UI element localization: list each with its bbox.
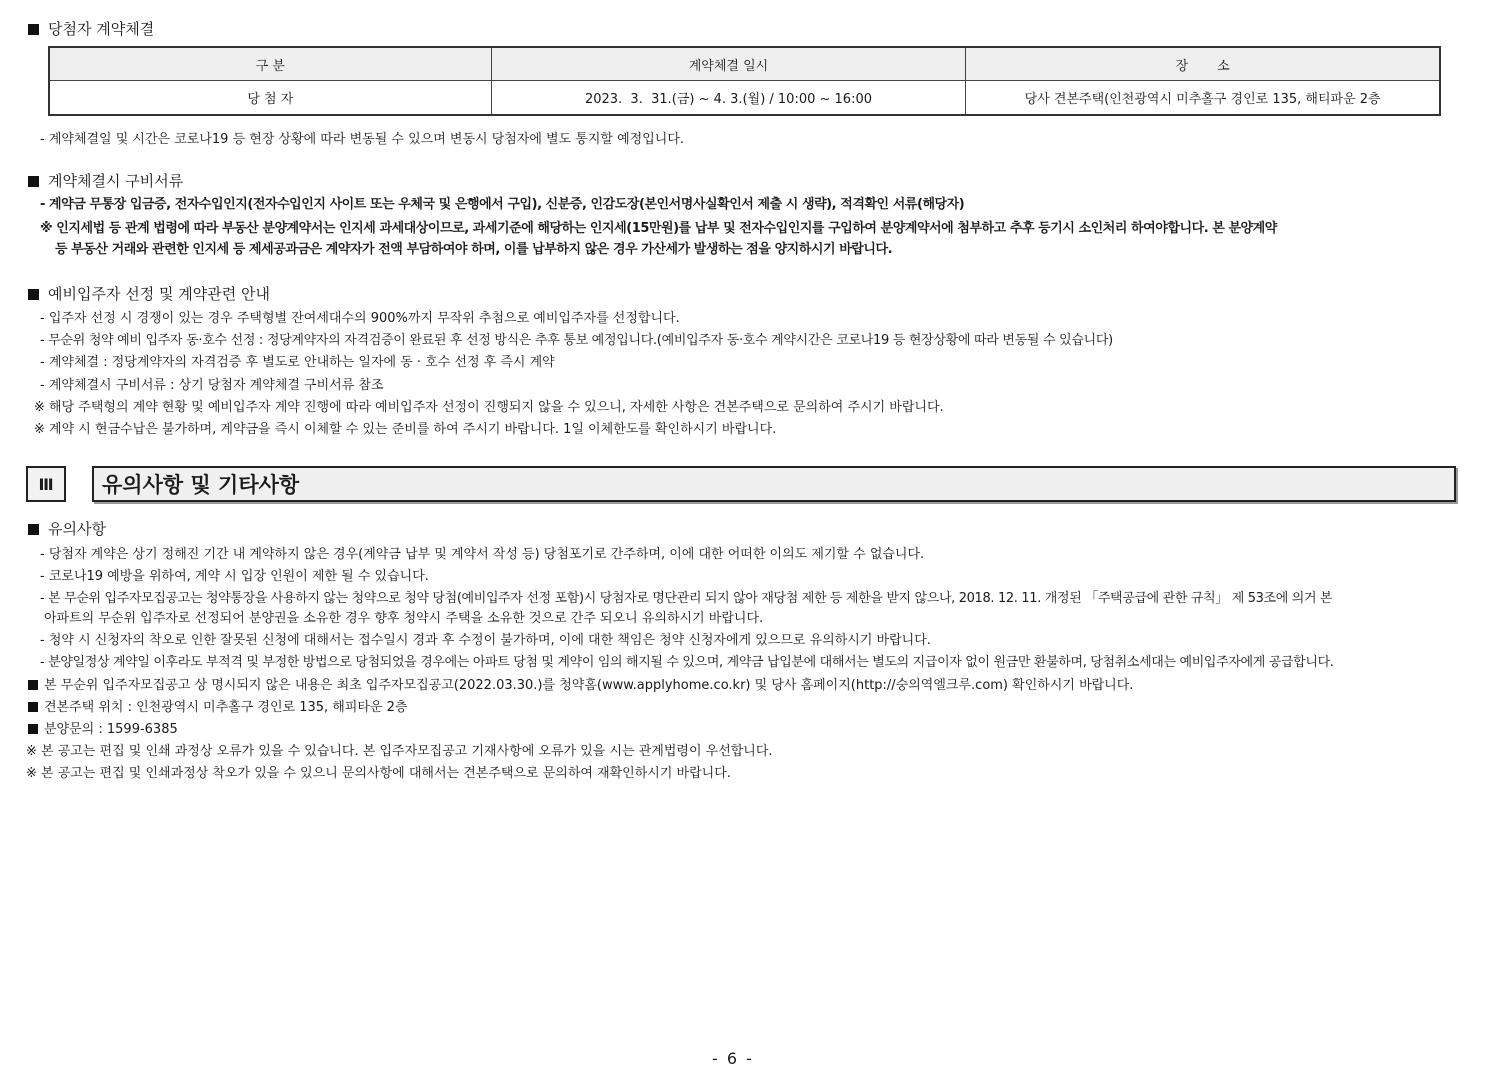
heading-text: 예비입주자 선정 및 계약관련 안내 bbox=[48, 285, 270, 303]
cell-place: 당사 견본주택(인천광역시 미추홀구 경인로 135, 해티파운 2층 bbox=[966, 81, 1440, 116]
section-heading-notice bbox=[28, 518, 106, 539]
section-title: 유의사항 및 기타사항 bbox=[102, 473, 300, 497]
sales-inquiry: 분양문의 : 1599-6385 bbox=[44, 722, 178, 737]
header-category: 구 분 bbox=[49, 47, 491, 81]
list-item: - 계약체결 : 정당계약자의 자격검증 후 별도로 안내하는 일자에 동 · 호수 선정 후 즉시 계약 bbox=[40, 355, 555, 370]
heading-text: 계약체결시 구비서류 bbox=[48, 172, 184, 190]
square-bullet-icon bbox=[28, 724, 38, 734]
list-item bbox=[28, 718, 178, 737]
cell-datetime: 2023. 3. 31.(금) ~ 4. 3.(월) / 10:00 ~ 16:00 bbox=[491, 81, 966, 116]
square-bullet-icon bbox=[28, 289, 39, 300]
list-item: - 분양일정상 계약일 이후라도 부적격 및 부정한 방법으로 당첨되었을 경우에는 아파트 당첨 및 계약이 임의 해지될 수 있으며, 계약금 납입분에 대해서는 별도의 지급이자 없이 원금만 환불하며, 당첨취소세대는 예비입주자에게 공급합니다. bbox=[40, 655, 1334, 670]
square-bullet-icon bbox=[28, 702, 38, 712]
list-item: ※ 본 공고는 편집 및 인쇄과정상 착오가 있을 수 있으니 문의사항에 대해서는 견본주택으로 문의하여 재확인하시기 바랍니다. bbox=[26, 766, 731, 781]
header-datetime: 계약체결 일시 bbox=[491, 47, 966, 81]
list-item: ※ 본 공고는 편집 및 인쇄 과정상 오류가 있을 수 있습니다. 본 입주자모집공고 기재사항에 오류가 있을 시는 관계법령이 우선합니다. bbox=[26, 744, 773, 759]
list-item: ※ 계약 시 현금수납은 불가하며, 계약금을 즉시 이체할 수 있는 준비를 하여 주시기 바랍니다. 1일 이체한도를 확인하시기 바랍니다. bbox=[34, 422, 777, 437]
section-heading-reserve bbox=[28, 283, 270, 304]
square-bullet-icon bbox=[28, 24, 39, 35]
model-house-location: 견본주택 위치 : 인천광역시 미추홀구 경인로 135, 해피타운 2층 bbox=[44, 700, 408, 715]
list-item: 아파트의 무순위 입주자로 선정되어 분양권을 소유한 경우 향후 청약시 주택을 소유한 것으로 간주 되오니 유의하시기 바랍니다. bbox=[44, 611, 764, 626]
list-item: - 코로나19 예방을 위하여, 계약 시 입장 인원이 제한 될 수 있습니다. bbox=[40, 569, 429, 584]
cell-category: 당 첨 자 bbox=[49, 81, 491, 116]
heading-text: 유의사항 bbox=[48, 520, 106, 538]
page-number: - 6 - bbox=[712, 1049, 754, 1068]
section-heading-contract bbox=[28, 18, 154, 39]
list-item: - 입주자 선정 시 경쟁이 있는 경우 주택형별 잔여세대수의 900%까지 무작위 추첨으로 예비입주자를 선정합니다. bbox=[40, 311, 680, 326]
list-item bbox=[28, 674, 1133, 693]
header-place: 장 소 bbox=[966, 47, 1440, 81]
list-item bbox=[28, 696, 408, 715]
heading-text: 당첨자 계약체결 bbox=[48, 20, 155, 38]
table-row bbox=[49, 81, 1440, 116]
list-item: - 당첨자 계약은 상기 정해진 기간 내 계약하지 않은 경우(계약금 납부 및 계약서 작성 등) 당첨포기로 간주하며, 이에 대한 어떠한 이의도 제기할 수 없습니다. bbox=[40, 547, 925, 562]
contract-table bbox=[48, 46, 1441, 116]
contract-note: - 계약체결일 및 시간은 코로나19 등 현장 상황에 따라 변동될 수 있으며 변동시 당첨자에 별도 통지할 예정입니다. bbox=[40, 132, 685, 147]
stamp-tax-warning-2: 등 부동산 거래와 관련한 인지세 등 제세공과금은 계약자가 전액 부담하여야 하며, 이를 납부하지 않은 경우 가산세가 발생하는 점을 양지하시기 바랍니다. bbox=[55, 242, 893, 257]
list-item: - 무순위 청약 예비 입주자 동·호수 선정 : 정당계약자의 자격검증이 완료된 후 선정 방식은 추후 통보 예정입니다.(예비입주자 동·호수 계약시간은 코로나19 등 현장상황에 따라 변동될 수 있습니다) bbox=[40, 333, 1113, 348]
stamp-tax-warning-1: ※ 인지세법 등 관계 법령에 따라 부동산 분양계약서는 인지세 과세대상이므로, 과세기준에 해당하는 인지세(15만원)를 납부 및 전자수입인지를 구입하여 분양계약서에 첨부하고 추후 등기시 소인처리 하여야합니다. 본 분양계약 bbox=[40, 221, 1277, 236]
notice-text: 본 무순위 입주자모집공고 상 명시되지 않은 내용은 최초 입주자모집공고(2022.03.30.)를 청약홈(www.applyhome.co.kr) 및 당사 홈페이지(http://숭의역엘크루.com) 확인하시기 바랍니다. bbox=[44, 678, 1134, 693]
list-item: - 청약 시 신청자의 착오로 인한 잘못된 신청에 대해서는 접수일시 경과 후 수정이 불가하며, 이에 대한 책임은 청약 신청자에게 있으므로 유의하시기 바랍니다. bbox=[40, 633, 931, 648]
section-title-box bbox=[92, 466, 1456, 502]
section-number-box: Ⅲ bbox=[26, 466, 66, 502]
square-bullet-icon bbox=[28, 680, 38, 690]
list-item: - 본 무순위 입주자모집공고는 청약통장을 사용하지 않는 청약으로 청약 당첨(예비입주자 선정 포함)시 당첨자로 명단관리 되지 않아 재당첨 제한 등 제한을 받지 않으나, 2018. 12. 11. 개정된 「주택공급에 관한 규칙」 제 53조에 의거 본 bbox=[40, 591, 1333, 606]
list-item: - 계약체결시 구비서류 : 상기 당첨자 계약체결 구비서류 참조 bbox=[40, 378, 384, 393]
square-bullet-icon bbox=[28, 176, 39, 187]
required-documents: - 계약금 무통장 입금증, 전자수입인지(전자수입인지 사이트 또는 우체국 및 은행에서 구입), 신분증, 인감도장(본인서명사실확인서 제출 시 생략), 적격확인 서류(해당자) bbox=[40, 197, 965, 212]
square-bullet-icon bbox=[28, 524, 39, 535]
section-heading-documents bbox=[28, 170, 183, 191]
list-item: ※ 해당 주택형의 계약 현황 및 예비입주자 계약 진행에 따라 예비입주자 선정이 진행되지 않을 수 있으니, 자세한 사항은 견본주택으로 문의하여 주시기 바랍니다. bbox=[34, 400, 944, 415]
table-header-row bbox=[49, 47, 1440, 81]
